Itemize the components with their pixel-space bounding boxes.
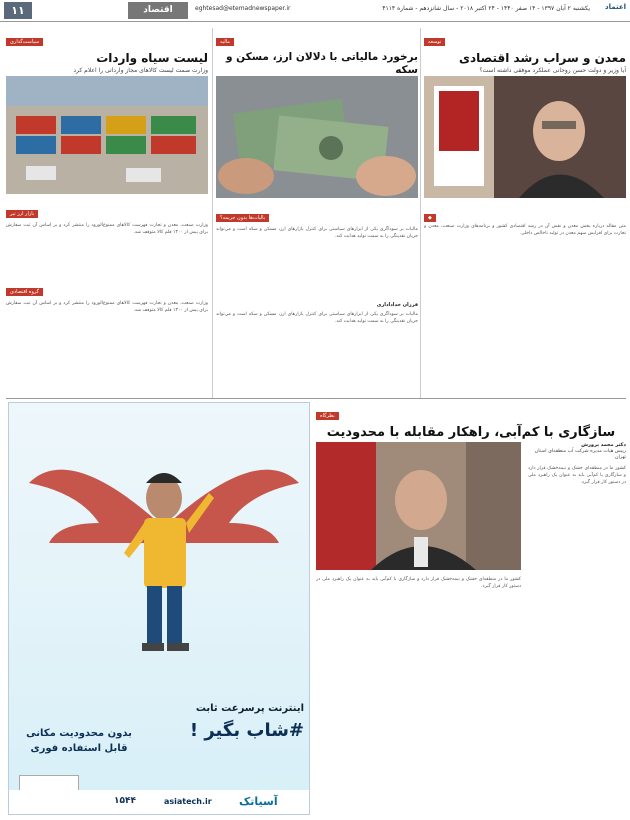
ad-feature-line1: بدون محدودیت مکانی [26,728,132,739]
article-body: وزارت صنعت، معدن و تجارت فهرست کالاهای ممنوع‌الورود را منتشر کرد و بر اساس آن ثبت سفارش برای بیش از ۱۳۰۰ قلم کالا متوقف شد. [6,223,208,235]
article-byline: فرزان خداداداری [376,302,418,308]
ad-feature-line2: قابل استفاده فوری [30,743,128,754]
article-photo [216,76,418,198]
article-subhead: آیا وزیر و دولت حسن روحانی عملکرد موفقی داشته است؟ [479,67,626,75]
article-import-blacklist [6,28,208,398]
article-mining [424,28,626,398]
article-headline: معدن و سراب رشد اقتصادی [459,51,626,65]
article-tag: توسعه [424,38,445,46]
subsection-tag: ◆ [424,214,436,222]
ad-phone[interactable]: ۱۵۴۴ [114,796,136,806]
article-subhead: وزارت صمت لیست کالاهای مجاز وارداتی را اعلام کرد [73,67,208,75]
section-divider [6,398,626,399]
section-email[interactable]: eghtesad@etemadnewspaper.ir [195,5,291,12]
issue-date: یکشنبه ۲ آبان ۱۳۹۷ - ۱۴ صفر ۱۴۴۰ - ۲۴ اکتبر ۲۰۱۸ - سال شانزدهم - شماره ۴۱۱۴ [382,5,590,12]
ad-website[interactable]: asiatech.ir [164,797,212,806]
article-body: مالیات بر سوداگری یکی از ابزارهای سیاستی برای کنترل بازارهای ارز، مسکن و سکه است و می‌تواند جریان نقدینگی را به سمت تولید هدایت کند. [216,227,418,239]
ad-brand-logo: آسیاتک [239,795,278,808]
article-tag: سیاست‌گذاری [6,38,43,46]
section-label: اقتصاد [128,2,188,19]
article-headline: لیست سیاه واردات [96,51,208,65]
ad-illustration [9,403,310,703]
article-headline: سازگاری با کم‌آبی، راهکار مقابله با محدودیت [326,425,616,440]
article-tag: مالیه [216,38,234,46]
page-header [0,0,630,22]
article-photo [316,442,521,570]
article-body-continued: مالیات بر سوداگری یکی از ابزارهای سیاستی برای کنترل بازارهای ارز، مسکن و سکه است و می‌تواند جریان نقدینگی را به سمت تولید هدایت کند. [216,312,418,324]
ad-slogan-line1: اینترنت پرسرعت ثابت [195,703,304,714]
column-divider [212,28,213,398]
author-name: دکتر محمد پرورش [581,442,626,448]
portrait-image [424,76,626,198]
article-body-continued: کشور ما در منطقه‌ای خشک و نیمه‌خشک قرار دارد و سازگاری با کم‌آبی باید به عنوان یک راهبرد ملی در دستور کار قرار گیرد. [316,577,521,589]
author-title: رییس هیات مدیره شرکت آب منطقه‌ای استان تهران [534,449,626,461]
subsection-tag: گروه اقتصادی [6,288,43,296]
asiatech-advertisement[interactable] [8,402,310,815]
article-water [316,402,626,816]
article-body: کشور ما در منطقه‌ای خشک و نیمه‌خشک قرار دارد و سازگاری با کم‌آبی باید به عنوان یک راهبرد ملی در دستور کار قرار گیرد. [528,466,626,486]
page-number: ۱۱ [4,2,32,19]
portrait-image [316,442,521,570]
subsection-tag: بالیات‌ها بدون جریمه؟ [216,214,269,222]
article-tax [216,28,418,398]
column-divider [420,28,421,398]
currency-image [216,76,418,198]
ad-footer [9,790,309,814]
article-tag: نظرگاه [316,412,339,420]
ad-slogan-line2: #شاب بگیر ! [189,720,304,741]
article-photo [424,76,626,198]
article-body-continued: وزارت صنعت، معدن و تجارت فهرست کالاهای ممنوع‌الورود را منتشر کرد و بر اساس آن ثبت سفارش برای بیش از ۱۳۰۰ قلم کالا متوقف شد. [6,301,208,313]
newspaper-logo: اعتماد [605,3,626,11]
article-photo [6,76,208,194]
subsection-tag: بازار ارز تیر [6,210,38,218]
article-headline: برخورد مالیاتی با دلالان ارز، مسکن و سکه [226,51,418,76]
article-body: متن مقاله درباره بخش معدن و نقش آن در رشد اقتصادی کشور و برنامه‌های وزارت صنعت، معدن و تجارت برای افزایش سهم معدن در تولید ناخالص داخلی. [424,224,626,236]
containers-image [6,76,208,194]
